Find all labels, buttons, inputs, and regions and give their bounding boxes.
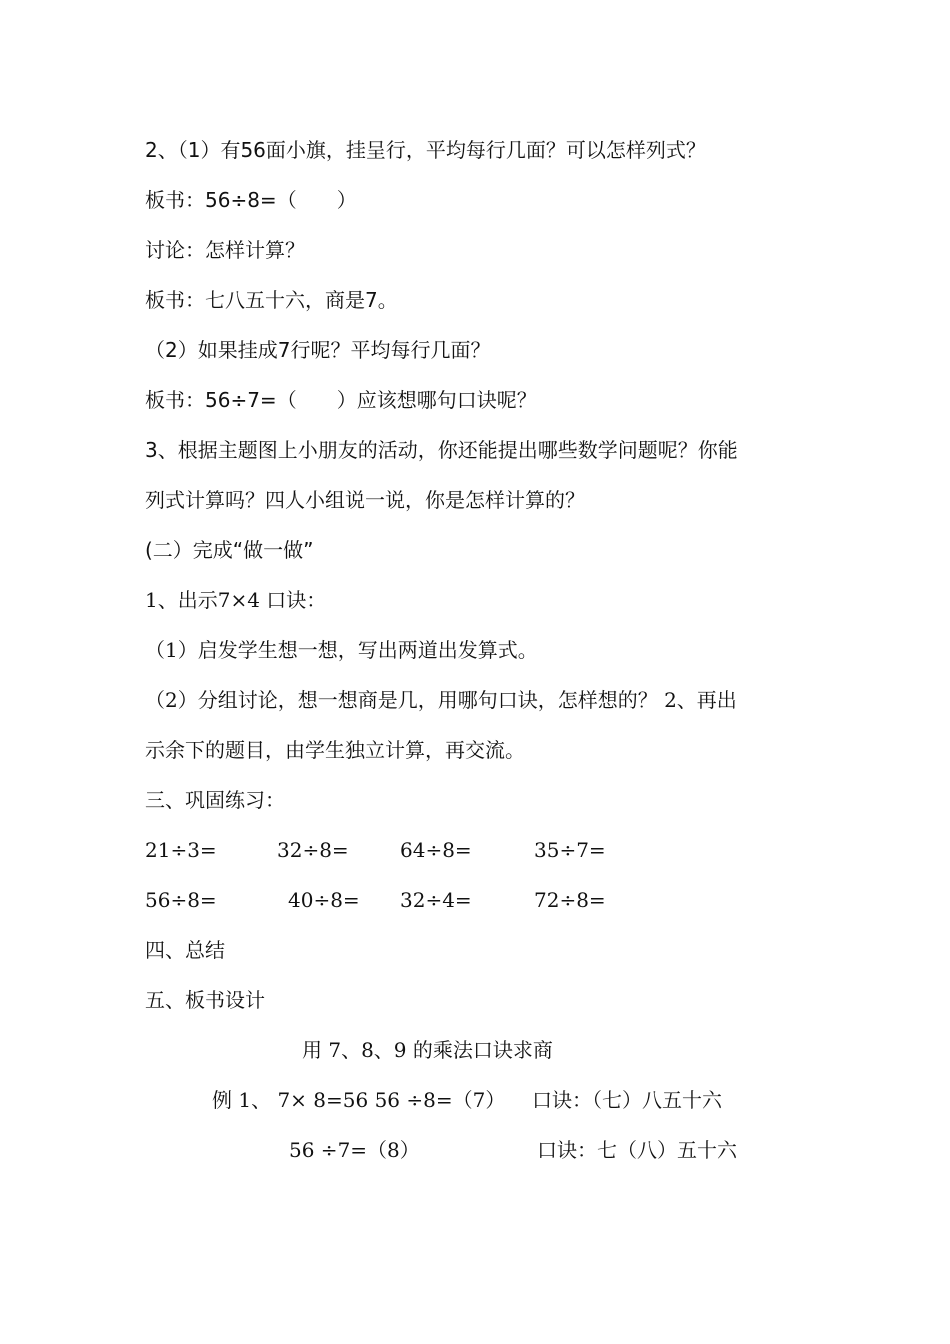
board-example-row-1: 例 1、 7× 8=56 56 ÷8=（7） — [212, 1088, 506, 1112]
step-1-sub-2-line-2: 示余下的题目，由学生独立计算，再交流。 — [145, 738, 525, 762]
step-1-sub-1: （1）启发学生想一想，写出两道出发算式。 — [145, 638, 538, 662]
board-example-row-2: 56 ÷7=（8） — [289, 1138, 420, 1162]
question-3-line-1: 3、根据主题图上小朋友的活动，你还能提出哪些数学问题呢？你能 — [145, 438, 738, 462]
section-summary: 四、总结 — [145, 938, 225, 962]
exercise-item: 56÷8= — [145, 888, 217, 912]
exercise-item: 32÷8= — [277, 838, 349, 862]
board-design-title: 用 7、8、9 的乘法口诀求商 — [302, 1038, 553, 1062]
question-2-part-2: （2）如果挂成7行呢？平均每行几面？ — [145, 338, 491, 362]
exercise-item: 32÷4= — [400, 888, 472, 912]
section-complete-practice: (二）完成“做一做” — [145, 538, 314, 562]
section-consolidation-practice: 三、巩固练习： — [145, 788, 285, 812]
question-2-part-1: 2、（1）有56面小旗，挂呈行，平均每行几面？可以怎样列式？ — [145, 138, 706, 162]
discussion-line: 讨论：怎样计算？ — [145, 238, 305, 262]
section-board-design: 五、板书设计 — [145, 988, 265, 1012]
exercise-item: 40÷8= — [288, 888, 360, 912]
question-3-line-2: 列式计算吗？四人小组说一说，你是怎样计算的？ — [145, 488, 585, 512]
exercise-item: 72÷8= — [534, 888, 606, 912]
board-mnemonic-row-1: 口诀：（七）八五十六 — [532, 1088, 722, 1112]
step-1-sub-2-line-1: （2）分组讨论，想一想商是几，用哪句口诀，怎样想的？ 2、再出 — [145, 688, 737, 712]
board-note-3: 板书：56÷7=（ ）应该想哪句口诀呢？ — [145, 388, 537, 412]
exercise-item: 21÷3= — [145, 838, 217, 862]
step-1-line: 1、出示7×4 口诀： — [145, 588, 327, 612]
exercise-item: 64÷8= — [400, 838, 472, 862]
board-note-1: 板书：56÷8=（ ） — [145, 188, 357, 212]
board-note-2: 板书：七八五十六，商是7。 — [145, 288, 398, 312]
board-mnemonic-row-2: 口诀：七（八）五十六 — [537, 1138, 737, 1162]
exercise-item: 35÷7= — [534, 838, 606, 862]
